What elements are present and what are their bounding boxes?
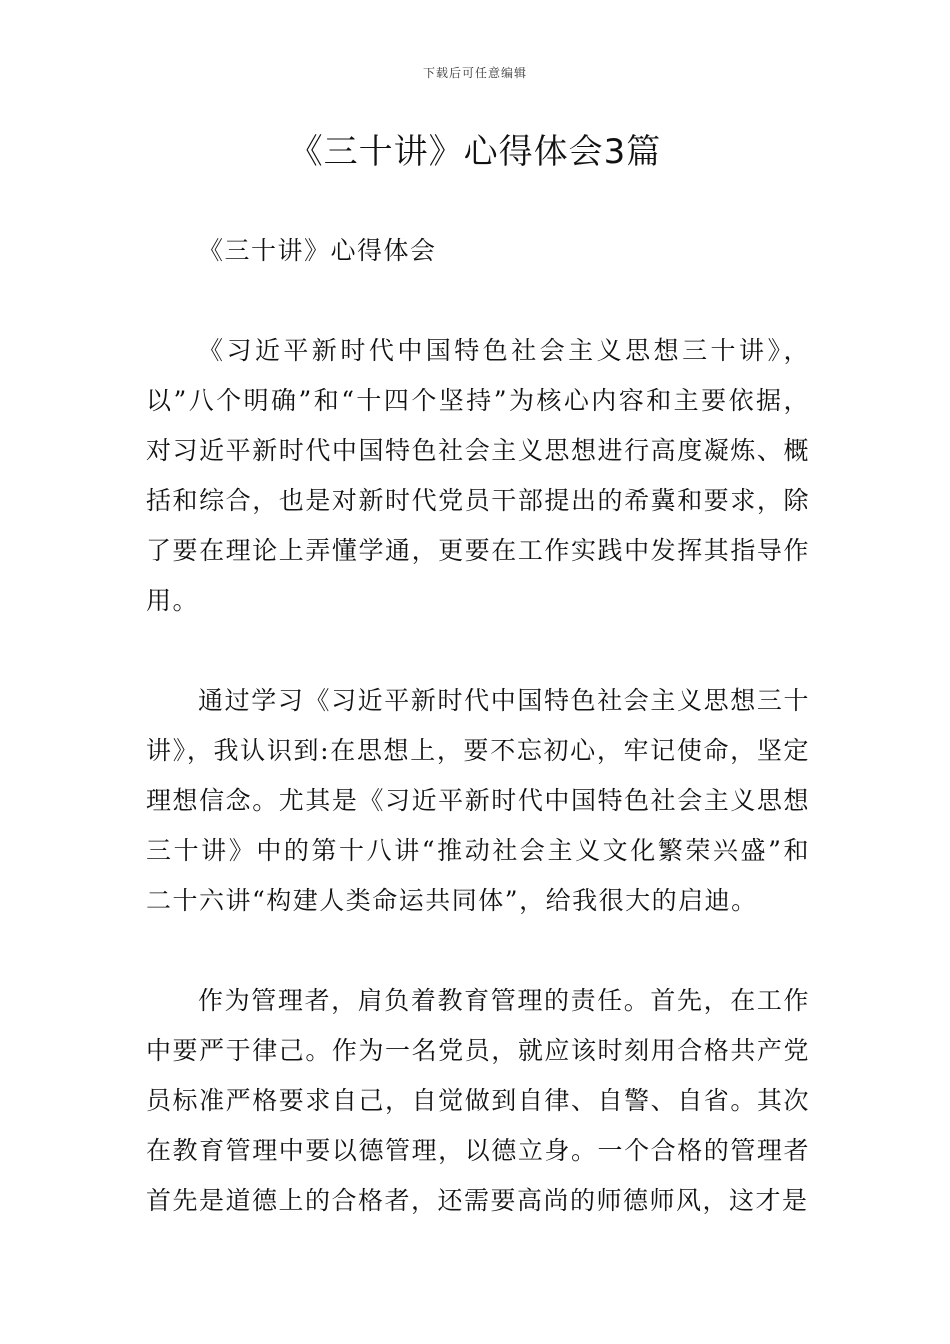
document-body: [146, 226, 810, 1276]
header-note: 下载后可任意编辑: [422, 66, 527, 80]
paragraph-1: 《习近平新时代中国特色社会主义思想三十讲》，以”八个明确”和“十四个坚持”为核心内容和主要依据，对习近平新时代中国特色社会主义思想进行高度凝炼、概括和综合，也是对新时代党员干部提出的希冀和要求，除了要在理论上弄懂学通，更要在工作实践中发挥其指导作用。: [146, 336, 810, 615]
paragraph-2: 通过学习《习近平新时代中国特色社会主义思想三十讲》，我认识到:在思想上，要不忘初心，牢记使命，坚定理想信念。尤其是《习近平新时代中国特色社会主义思想三十讲》中的第十八讲“推动社会主义文化繁荣兴盛”和二十六讲“构建人类命运共同体”，给我很大的启迪。: [146, 686, 810, 915]
paragraph-3: 作为管理者，肩负着教育管理的责任。首先，在工作中要严于律己。作为一名党员，就应该时刻用合格共产党员标准严格要求自己，自觉做到自律、自警、自省。其次在教育管理中要以德管理，以德立身。一个合格的管理者首先是道德上的合格者，还需要高尚的师德师风，这才是: [146, 986, 810, 1215]
section-subheading: 《三十讲》心得体会: [198, 236, 437, 265]
document-title: 《三十讲》心得体会3篇: [288, 132, 662, 172]
